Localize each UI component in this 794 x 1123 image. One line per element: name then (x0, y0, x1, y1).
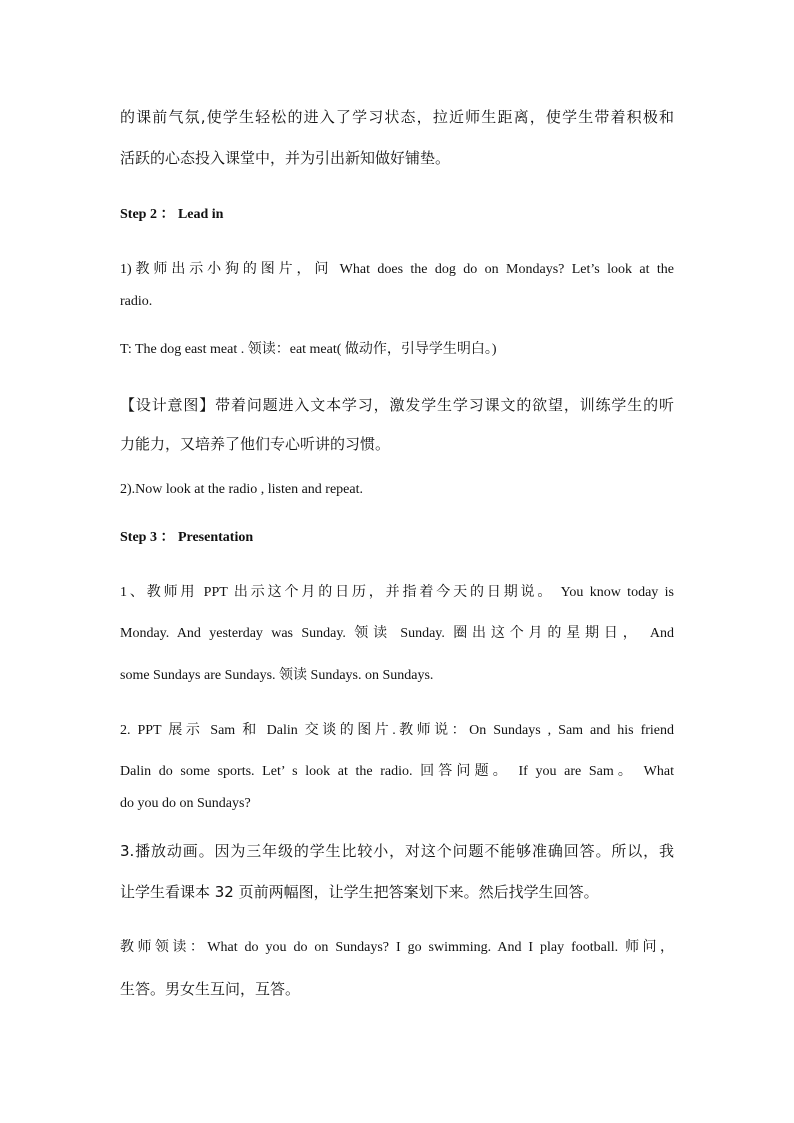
presentation-line-2: Monday. And yesterday was Sunday. 领读 Sunday. 圈出这个月的星期日， And (120, 626, 674, 641)
lead-in-line-1: 1)教师出示小狗的图片，问 What does the dog do on Mondays? Let’s look at the (120, 262, 674, 277)
animation-line-2: 让学生看课本 32 页前两幅图，让学生把答案划下来。然后找学生回答。 (120, 883, 599, 901)
intro-line-2: 活跃的心态投入课堂中，并为引出新知做好铺垫。 (120, 149, 451, 167)
step-2-heading: Step 2 ： Lead in (120, 207, 224, 222)
listen-repeat-line: 2).Now look at the radio , listen and repeat. (120, 482, 363, 497)
leading-read-line-2: 生答。男女生互问，互答。 (120, 980, 301, 998)
lead-in-line-3: T: The dog east meat . 领读：eat meat( 做动作，引导学生明白。) (120, 342, 497, 357)
presentation-line-1: 1、教师用 PPT 出示这个月的日历，并指着今天的日期说。 You know today is (120, 585, 674, 600)
ppt-line-3: do you do on Sundays? (120, 796, 251, 811)
ppt-line-1: 2. PPT 展示 Sam 和 Dalin 交谈的图片.教师说：On Sundays , Sam and his friend (120, 723, 674, 738)
step-3-heading: Step 3 ： Presentation (120, 530, 254, 545)
lead-in-line-2: radio. (120, 294, 153, 309)
design-intent-line-1: 【设计意图】带着问题进入文本学习，激发学生学习课文的欲望，训练学生的听 (120, 396, 674, 414)
intro-line-1: 的课前气氛,使学生轻松的进入了学习状态，拉近师生距离，使学生带着积极和 (120, 108, 674, 126)
design-intent-line-2: 力能力，又培养了他们专心听讲的习惯。 (120, 435, 391, 453)
presentation-line-3: some Sundays are Sundays. 领读 Sundays. on Sundays. (120, 668, 434, 683)
ppt-line-2: Dalin do some sports. Let’ s look at the radio. 回答问题。 If you are Sam。 What (120, 764, 674, 779)
leading-read-line-1: 教师领读：What do you do on Sundays? I go swimming. And I play football. 师问， (120, 940, 674, 955)
animation-line-1: 3.播放动画。因为三年级的学生比较小，对这个问题不能够准确回答。所以，我 (120, 842, 674, 860)
